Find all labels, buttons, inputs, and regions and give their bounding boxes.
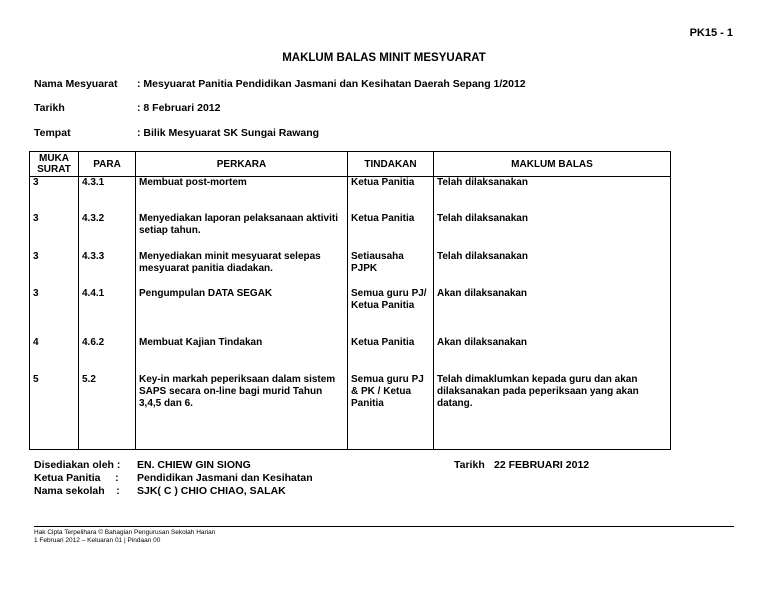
cell-maklum-balas: Telah dilaksanakan [434,213,671,251]
meeting-date-label: Tarikh [34,102,65,114]
prepared-by-value: EN. CHIEW GIN SIONG [137,459,251,471]
cell-perkara: Membuat post-mortem [136,177,348,213]
table-row [30,177,671,213]
table-row [30,288,671,337]
cell-tindakan: Setiausaha PJPK [348,251,434,288]
role-value: Pendidikan Jasmani dan Kesihatan [137,472,313,484]
cell-maklum-balas: Telah dilaksanakan [434,177,671,213]
meeting-place-value: : Bilik Mesyuarat SK Sungai Rawang [137,127,320,139]
document-title: MAKLUM BALAS MINIT MESYUARAT [282,52,486,64]
cell-maklum-balas: Telah dilaksanakan [434,251,671,288]
cell-maklum-balas: Telah dimaklumkan kepada guru dan akan dilaksanakan pada peperiksaan yang akan datang. [434,374,671,450]
header-muka-surat: MUKA SURAT [30,152,79,177]
cell-perkara: Menyediakan laporan pelaksanaan aktiviti setiap tahun. [136,213,348,251]
cell-tindakan: Semua guru PJ & PK / Ketua Panitia [348,374,434,450]
cell-para: 4.3.2 [79,213,136,251]
cell-muka-surat: 4 [30,337,79,374]
cell-muka-surat: 5 [30,374,79,450]
header-tindakan: TINDAKAN [348,152,434,177]
table-row [30,213,671,251]
cell-para: 4.3.1 [79,177,136,213]
cell-tindakan: Ketua Panitia [348,177,434,213]
role-label: Ketua Panitia : [34,472,119,484]
cell-para: 5.2 [79,374,136,450]
header-para: PARA [79,152,136,177]
table-row [30,374,671,450]
prepared-by-label: Disediakan oleh : [34,459,121,471]
header-perkara: PERKARA [136,152,348,177]
cell-muka-surat: 3 [30,251,79,288]
table-header-row [30,152,671,177]
cell-perkara: Menyediakan minit mesyuarat selepas mesyuarat panitia diadakan. [136,251,348,288]
cell-tindakan: Semua guru PJ/ Ketua Panitia [348,288,434,337]
cell-perkara: Key-in markah peperiksaan dalam sistem SAPS secara on-line bagi murid Tahun 3,4,5 dan 6. [136,374,348,450]
cell-maklum-balas: Akan dilaksanakan [434,337,671,374]
footer-version: 1 Februari 2012 – Keluaran 01 | Pindaan 00 [34,537,161,544]
footer-copyright: Hak Cipta Terpelihara © Bahagian Pengurusan Sekolah Harian [34,529,216,536]
meeting-date-value: : 8 Februari 2012 [137,102,221,114]
cell-muka-surat: 3 [30,288,79,337]
table-row [30,337,671,374]
footer-divider [34,526,734,527]
signoff-date-label: Tarikh [454,459,485,471]
school-value: SJK( C ) CHIO CHIAO, SALAK [137,485,286,497]
cell-para: 4.4.1 [79,288,136,337]
cell-perkara: Membuat Kajian Tindakan [136,337,348,374]
meeting-name-value: : Mesyuarat Panitia Pendidikan Jasmani dan Kesihatan Daerah Sepang 1/2012 [137,78,526,90]
cell-tindakan: Ketua Panitia [348,337,434,374]
cell-perkara: Pengumpulan DATA SEGAK [136,288,348,337]
meeting-place-label: Tempat [34,127,71,139]
signoff-date-value: 22 FEBRUARI 2012 [494,459,590,471]
cell-muka-surat: 3 [30,213,79,251]
cell-maklum-balas: Akan dilaksanakan [434,288,671,337]
cell-tindakan: Ketua Panitia [348,213,434,251]
header-maklum-balas: MAKLUM BALAS [434,152,671,177]
cell-para: 4.3.3 [79,251,136,288]
document-code: PK15 - 1 [689,27,733,39]
school-label: Nama sekolah : [34,485,120,497]
table-row [30,251,671,288]
meeting-name-label: Nama Mesyuarat [34,78,118,90]
minutes-table [29,151,671,450]
cell-para: 4.6.2 [79,337,136,374]
cell-muka-surat: 3 [30,177,79,213]
